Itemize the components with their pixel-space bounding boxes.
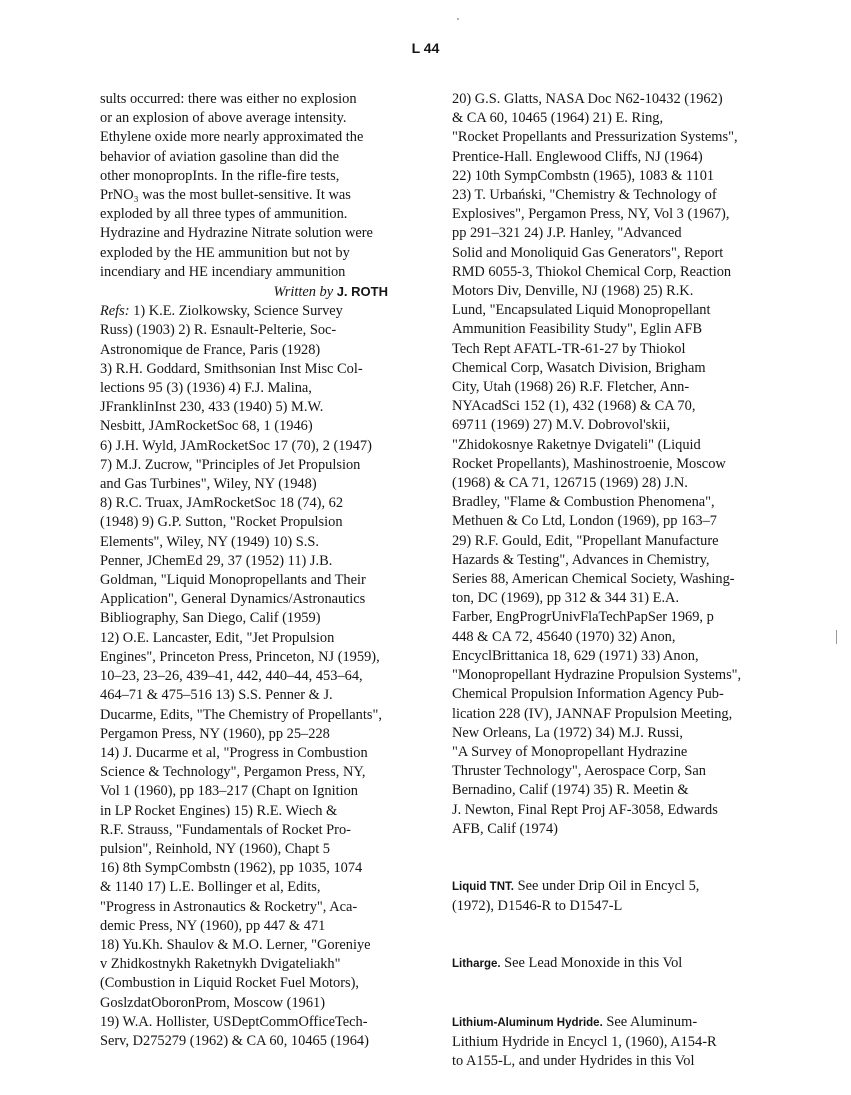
references-list: [100, 302, 418, 1051]
ref-line: AFB, Calif (1974): [452, 820, 558, 837]
ref-line: (1968) & CA 71, 126715 (1969) 28) J.N.: [452, 475, 688, 492]
ref-line: Prentice-Hall. Englewood Cliffs, NJ (1964): [452, 148, 703, 165]
scan-speck: [457, 18, 459, 20]
entry-liquid-tnt: [452, 877, 782, 916]
text-line: PrNO₃ was the most bullet-sensitive. It was: [100, 187, 351, 204]
ref-line: RMD 6055-3, Thiokol Chemical Corp, Reaction: [452, 263, 732, 280]
author-name: J. ROTH: [336, 284, 388, 300]
ref-line: 8) R.C. Truax, JAmRocketSoc 18 (74), 62: [100, 495, 344, 512]
written-by-label: Written by: [273, 284, 334, 301]
entry-text: See Aluminum-: [602, 1013, 698, 1030]
ref-line: Bernadino, Calif (1974) 35) R. Meetin &: [452, 782, 689, 799]
ref-line: 19) W.A. Hollister, USDeptCommOfficeTech-: [100, 1013, 368, 1030]
ref-line: JFranklinInst 230, 433 (1940) 5) M.W.: [100, 399, 324, 416]
ref-line: 69711 (1969) 27) M.V. Dobrovol'skii,: [452, 417, 671, 434]
ref-line: 14) J. Ducarme et al, "Progress in Combustion: [100, 744, 368, 761]
entry-line: [452, 877, 782, 897]
refs-label: Refs:: [100, 303, 130, 320]
ref-line: (1948) 9) G.P. Sutton, "Rocket Propulsion: [100, 514, 343, 531]
entry-text: Lithium Hydride in Encycl 1, (1960), A154-R: [452, 1033, 717, 1050]
ref-line: "A Survey of Monopropellant Hydrazine: [452, 743, 688, 760]
text-line: [100, 302, 418, 321]
ref-line: J. Newton, Final Rept Proj AF-3058, Edwards: [452, 801, 718, 818]
ref-line: City, Utah (1968) 26) R.F. Fletcher, Ann-: [452, 379, 690, 396]
ref-line: (Combustion in Liquid Rocket Fuel Motors),: [100, 975, 360, 992]
entry-text: See Lead Monoxide in this Vol: [500, 955, 683, 972]
text-line: exploded by the HE ammunition but not by: [100, 244, 350, 261]
ref-line: "Zhidokosnye Raketnye Dvigateli" (Liquid: [452, 436, 701, 453]
text-line: Ethylene oxide more nearly approximated the: [100, 129, 364, 146]
ref-line: Bibliography, San Diego, Calif (1959): [100, 610, 321, 627]
ref-line: R.F. Strauss, "Fundamentals of Rocket Pro-: [100, 821, 351, 838]
text-line: other monopropInts. In the rifle-fire tests,: [100, 167, 340, 184]
entry-litharge: [452, 954, 782, 974]
entry-title: Liquid TNT.: [452, 880, 514, 893]
ref-line: Methuen & Co Ltd, London (1969), pp 163–7: [452, 513, 718, 530]
ref-line: 1) K.E. Ziolkowsky, Science Survey: [129, 303, 343, 320]
text-line: sults occurred: there was either no explosion: [100, 91, 357, 107]
references-continued: [452, 90, 782, 839]
ref-line: Elements", Wiley, NY (1949) 10) S.S.: [100, 533, 319, 550]
ref-line: ton, DC (1969), pp 312 & 344 31) E.A.: [452, 590, 680, 607]
text-line: incendiary and HE incendiary ammunition: [100, 263, 346, 280]
ref-line: pp 291–321 24) J.P. Hanley, "Advanced: [452, 225, 682, 242]
ref-line: Lund, "Encapsulated Liquid Monopropellant: [452, 302, 711, 319]
ref-line: GoslzdatOboronProm, Moscow (1961): [100, 994, 326, 1011]
ref-line: Farber, EngProgrUnivFlaTechPapSer 1969, p: [452, 609, 714, 626]
ref-line: and Gas Turbines", Wiley, NY (1948): [100, 476, 317, 493]
left-column: [100, 90, 418, 1051]
entry-line: [452, 954, 782, 974]
ref-line: "Rocket Propellants and Pressurization Systems",: [452, 129, 738, 146]
ref-line: Astronomique de France, Paris (1928): [100, 341, 321, 358]
ref-line: Solid and Monoliquid Gas Generators", Report: [452, 244, 724, 261]
ref-line: New Orleans, La (1972) 34) M.J. Russi,: [452, 724, 684, 741]
ref-line: EncyclBrittanica 18, 629 (1971) 33) Anon,: [452, 647, 699, 664]
ref-line: Ammunition Feasibility Study", Eglin AFB: [452, 321, 703, 338]
ref-line: Serv, D275279 (1962) & CA 60, 10465 (1964): [100, 1032, 369, 1049]
ref-line: 3) R.H. Goddard, Smithsonian Inst Misc Col-: [100, 360, 363, 377]
ref-line: Engines", Princeton Press, Princeton, NJ (1959),: [100, 648, 380, 665]
ref-line: 10–23, 23–26, 439–41, 442, 440–44, 453–64,: [100, 668, 363, 685]
ref-line: Goldman, "Liquid Monopropellants and Their: [100, 572, 366, 589]
entry-text: See under Drip Oil in Encycl 5,: [513, 877, 700, 894]
ref-line: 18) Yu.Kh. Shaulov & M.O. Lerner, "Goreniye: [100, 936, 371, 953]
ref-line: Pergamon Press, NY (1960), pp 25–228: [100, 725, 330, 742]
text-line: Hydrazine and Hydrazine Nitrate solution were: [100, 225, 373, 242]
ref-line: Explosives", Pergamon Press, NY, Vol 3 (1967),: [452, 206, 730, 223]
intro-paragraph: [100, 90, 418, 282]
ref-line: 16) 8th SympCombstn (1962), pp 1035, 1074: [100, 860, 363, 877]
ref-line: NYAcadSci 152 (1), 432 (1968) & CA 70,: [452, 398, 696, 415]
ref-line: Motors Div, Denville, NJ (1968) 25) R.K.: [452, 283, 694, 300]
entry-title: Lithium-Aluminum Hydride.: [452, 1016, 603, 1029]
ref-line: in LP Rocket Engines) 15) R.E. Wiech &: [100, 802, 338, 819]
entry-text: (1972), D1546-R to D1547-L: [452, 898, 623, 915]
ref-line: 464–71 & 475–516 13) S.S. Penner & J.: [100, 687, 333, 704]
ref-line: & CA 60, 10465 (1964) 21) E. Ring,: [452, 110, 664, 127]
ref-line: Penner, JChemEd 29, 37 (1952) 11) J.B.: [100, 552, 333, 569]
ref-line: Thruster Technology", Aerospace Corp, San: [452, 763, 706, 780]
ref-line: Science & Technology", Pergamon Press, NY,: [100, 764, 366, 781]
ref-line: Series 88, American Chemical Society, Washing-: [452, 571, 735, 588]
entry-title: Litharge.: [452, 958, 501, 971]
ref-line: 20) G.S. Glatts, NASA Doc N62-10432 (1962): [452, 91, 723, 107]
byline: [100, 282, 418, 302]
ref-line: 29) R.F. Gould, Edit, "Propellant Manufacture: [452, 532, 719, 549]
ref-line: 448 & CA 72, 45640 (1970) 32) Anon,: [452, 628, 676, 645]
ref-line: 7) M.J. Zucrow, "Principles of Jet Propulsion: [100, 456, 361, 473]
ref-line: v Zhidkostnykh Raketnykh Dvigateliakh": [100, 956, 341, 973]
ref-line: Hazards & Testing", Advances in Chemistry,: [452, 551, 710, 568]
entry-text: to A155-L, and under Hydrides in this Vol: [452, 1052, 695, 1069]
ref-line: 12) O.E. Lancaster, Edit, "Jet Propulsion: [100, 629, 335, 646]
ref-line: Ducarme, Edits, "The Chemistry of Propellants",: [100, 706, 382, 723]
text-line: exploded by all three types of ammunition.: [100, 206, 348, 223]
ref-line: pulsion", Reinhold, NY (1960), Chapt 5: [100, 840, 330, 857]
ref-line: Chemical Propulsion Information Agency Pub-: [452, 686, 724, 703]
ref-line: Nesbitt, JAmRocketSoc 68, 1 (1946): [100, 418, 313, 435]
ref-line: Tech Rept AFATL-TR-61-27 by Thiokol: [452, 340, 686, 357]
ref-line: "Progress in Astronautics & Rocketry", Aca-: [100, 898, 358, 915]
ref-line: & 1140 17) L.E. Bollinger et al, Edits,: [100, 879, 321, 896]
ref-line: Application", General Dynamics/Astronautics: [100, 591, 366, 608]
ref-line: Chemical Corp, Wasatch Division, Brigham: [452, 359, 706, 376]
ref-line: demic Press, NY (1960), pp 447 & 471: [100, 917, 326, 934]
ref-line: Vol 1 (1960), pp 183–217 (Chapt on Ignition: [100, 783, 358, 800]
text-line: behavior of aviation gasoline than did the: [100, 148, 339, 165]
ref-line: "Monopropellant Hydrazine Propulsion Systems",: [452, 667, 742, 684]
entry-line: [452, 1013, 782, 1033]
ref-line: Bradley, "Flame & Combustion Phenomena",: [452, 494, 715, 511]
ref-line: 23) T. Urbański, "Chemistry & Technology of: [452, 187, 717, 204]
ref-line: lections 95 (3) (1936) 4) F.J. Malina,: [100, 380, 312, 397]
right-column: [452, 90, 782, 1071]
text-line: or an explosion of above average intensity.: [100, 110, 347, 127]
entry-lithium-aluminum-hydride: [452, 1013, 782, 1072]
ref-line: 6) J.H. Wyld, JAmRocketSoc 17 (70), 2 (1947): [100, 437, 372, 454]
ref-line: Rocket Propellants), Mashinostroenie, Moscow: [452, 455, 726, 472]
ref-line: 22) 10th SympCombstn (1965), 1083 & 1101: [452, 167, 715, 184]
scan-speck: [836, 630, 837, 644]
page-number: L 44: [411, 40, 440, 56]
ref-line: Russ) (1903) 2) R. Esnault-Pelterie, Soc-: [100, 322, 337, 339]
ref-line: lication 228 (IV), JANNAF Propulsion Meeting,: [452, 705, 733, 722]
